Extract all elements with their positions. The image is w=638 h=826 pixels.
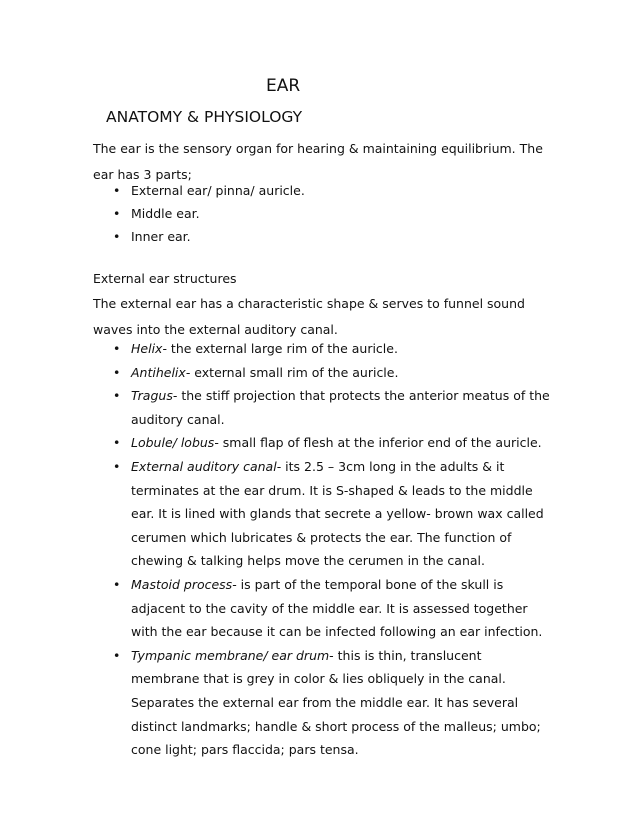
structure-description: - small flap of flesh at the inferior end of the auricle. [214,435,542,451]
structure-description: - the external large rim of the auricle. [162,341,398,356]
bullet-icon: • [113,435,121,451]
list-item [93,202,553,225]
structure-description: - external small rim of the auricle. [185,364,399,380]
bullet-icon: • [113,206,121,221]
structure-description: - its 2.5 – 3cm long in the adults & it terminates at the ear drum. It is S-shaped & leads to the middle ear. It is lined with glands that secrete a yellow- brown wax called cerumen which lubricates & protects the ear. The function of chewing & talking helps move the cerumen in the canal. [131,458,544,569]
list-item-text: Middle ear. [131,206,200,221]
list-item-text: Inner ear. [131,229,191,244]
list-item [93,644,553,762]
page-subtitle: ANATOMY & PHYSIOLOGY [106,108,303,126]
list-item [93,225,553,248]
structure-description: - is part of the temporal bone of the skull is adjacent to the cavity of the middle ear. It is assessed together with the ear because it can be infected following an ear infection. [131,576,543,640]
section-heading: External ear structures [93,271,237,286]
structure-description: - the stiff projection that protects the anterior meatus of the auditory canal. [131,388,550,427]
list-item [93,431,553,455]
list-item [93,384,553,431]
bullet-icon: • [113,183,121,198]
bullet-icon: • [113,576,121,592]
structure-term: Mastoid process [131,576,233,592]
bullet-icon: • [113,647,121,663]
list-item [93,179,553,202]
bullet-icon: • [113,388,121,404]
structure-term: Tragus [131,388,173,404]
ear-parts-list [93,179,553,248]
structure-term: Lobule/ lobus [131,435,215,451]
list-item [93,455,553,573]
structure-term: Antihelix [131,364,186,380]
structures-list [93,337,553,762]
section-intro-paragraph: The external ear has a characteristic shape & serves to funnel sound waves into the external auditory canal. [93,296,525,337]
list-item-text: External ear/ pinna/ auricle. [131,183,305,198]
structure-term: Tympanic membrane/ ear drum [131,647,330,663]
list-item [93,361,553,385]
structure-description: - this is thin, translucent membrane that is grey in color & lies obliquely in the canal. Separates the external ear from the middle ear. It has several distinct landmarks; handle & short process of the malleus; umbo; cone light; pars flaccida; pars tensa. [131,647,541,758]
bullet-icon: • [113,458,121,474]
list-item [93,573,553,644]
structure-term: Helix [131,341,163,356]
bullet-icon: • [113,229,121,244]
intro-paragraph: The ear is the sensory organ for hearing & maintaining equilibrium. The ear has 3 parts; [93,141,543,182]
bullet-icon: • [113,341,121,356]
list-item [93,337,553,361]
bullet-icon: • [113,364,121,380]
structure-term: External auditory canal [131,458,277,474]
page-title: EAR [266,76,301,96]
